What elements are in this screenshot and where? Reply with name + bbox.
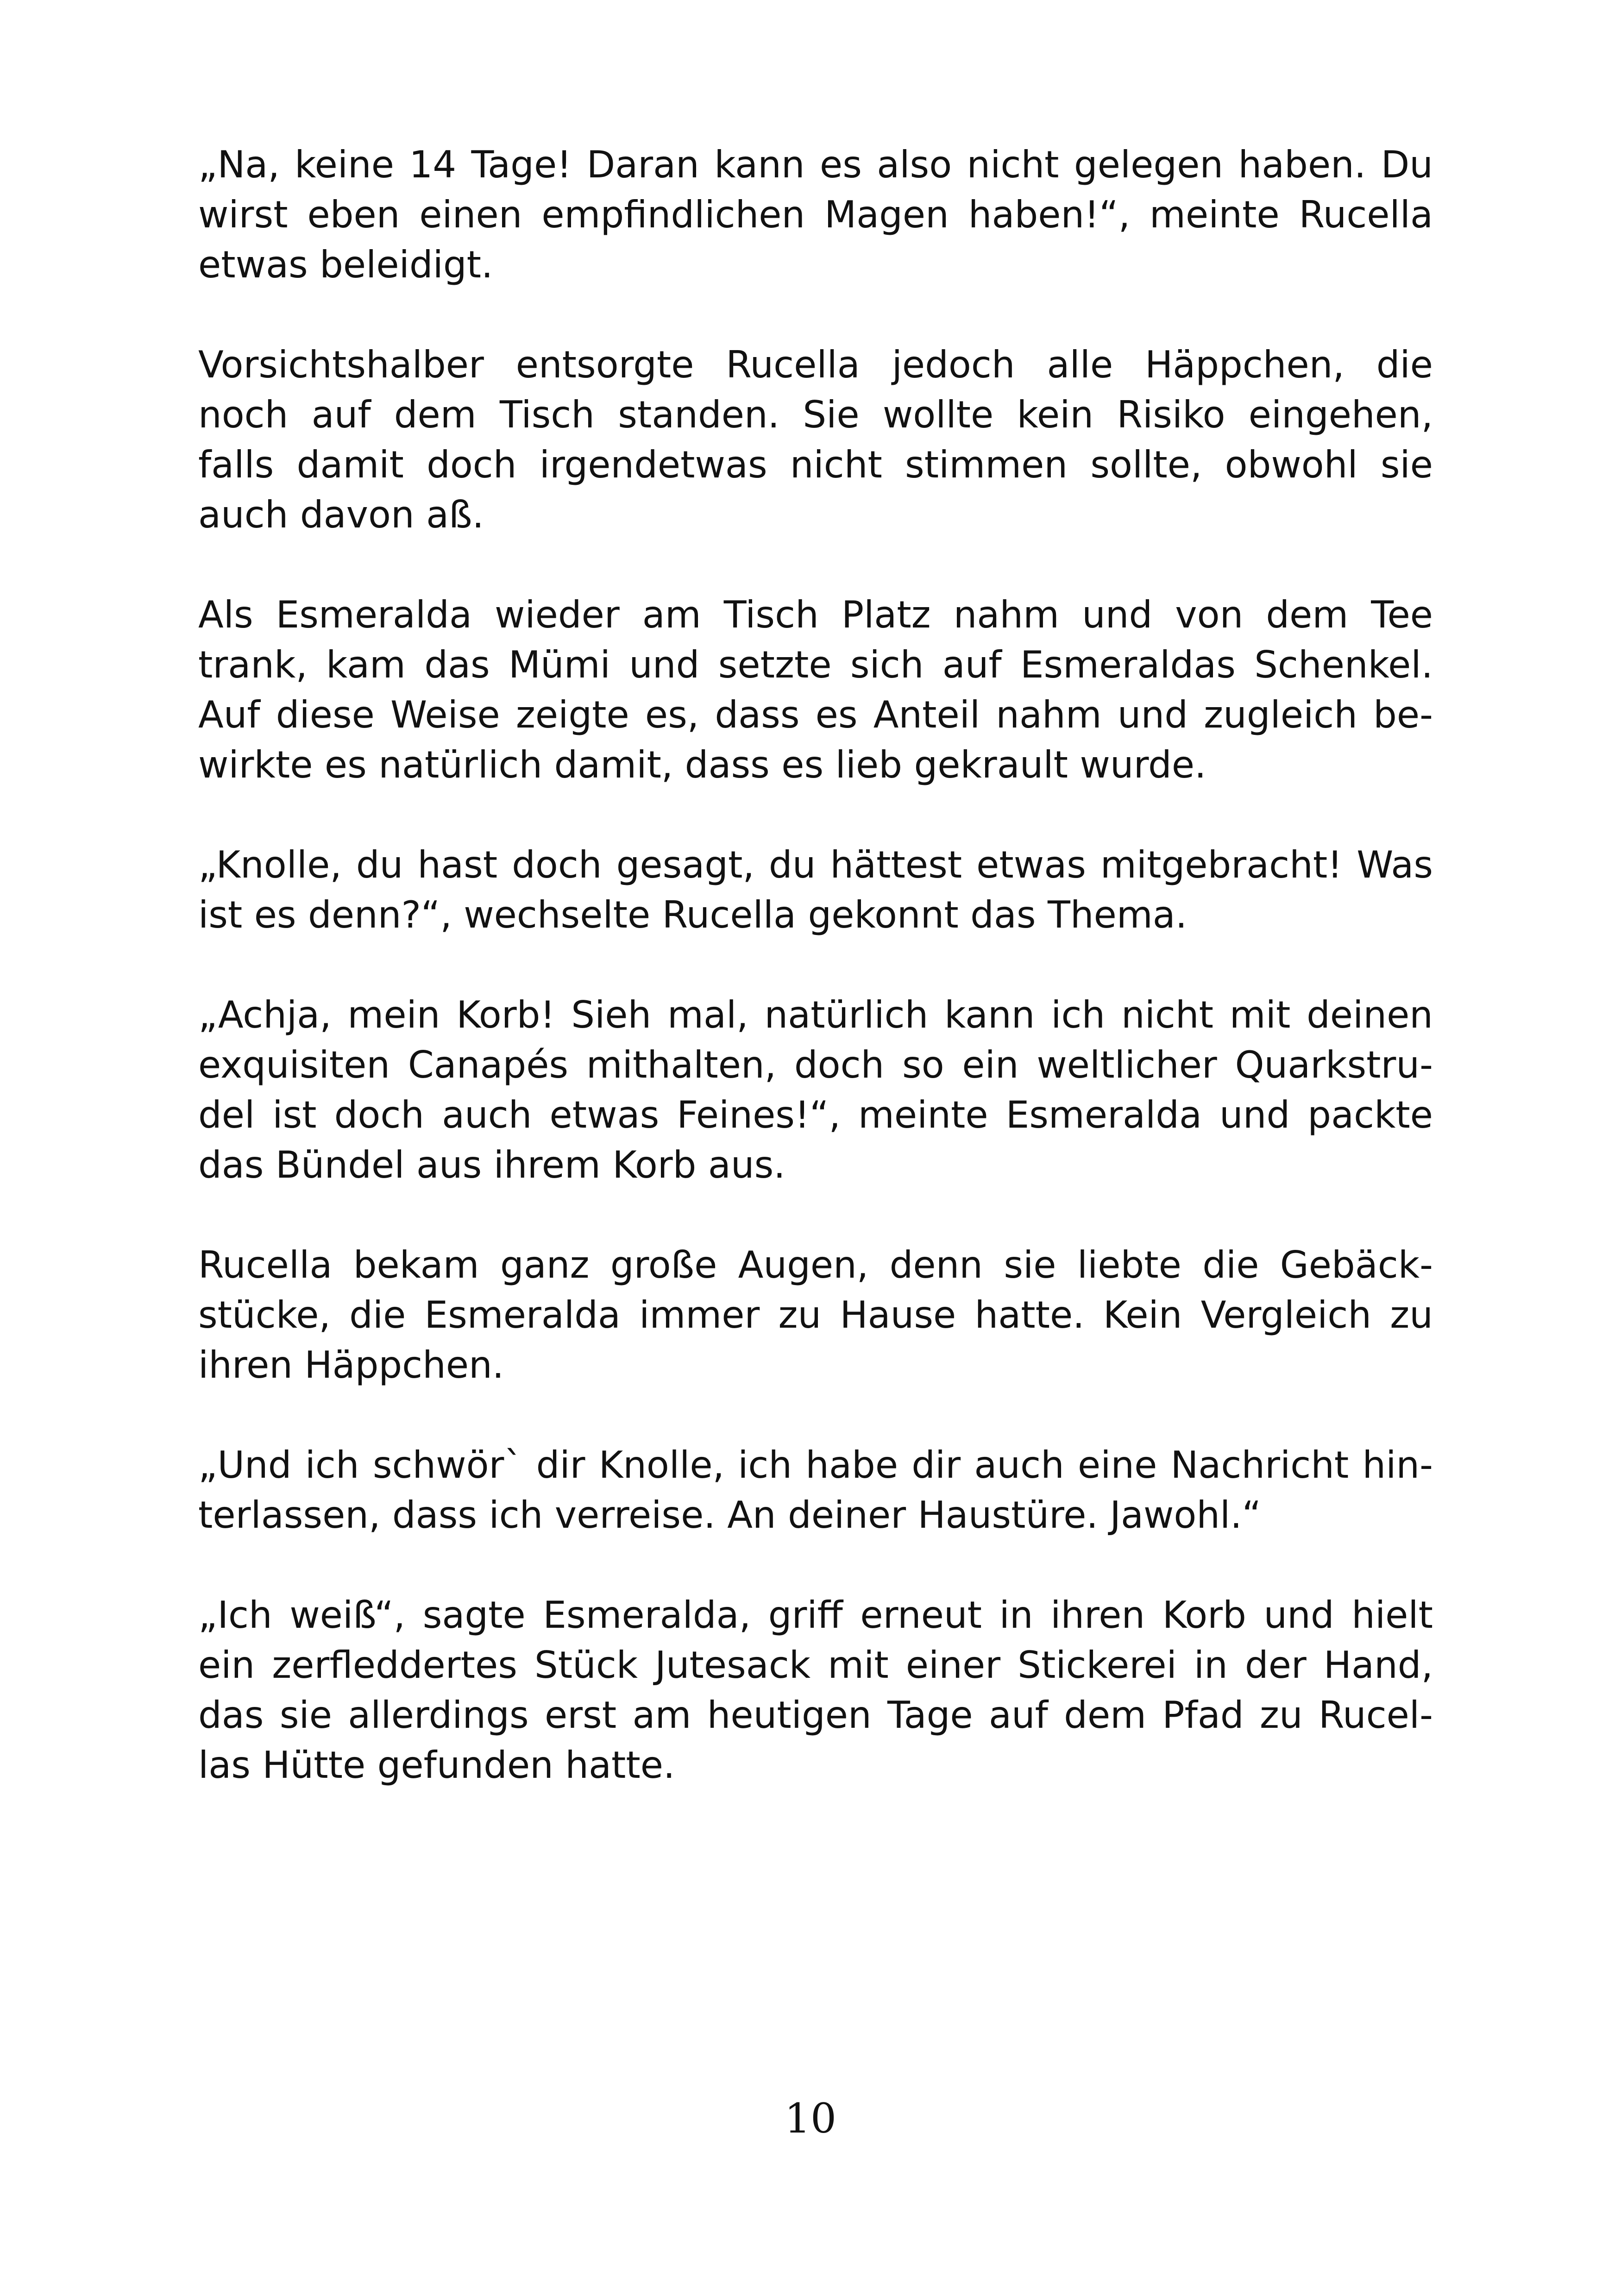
text-line: trank, kam das Mümi und setzte sich auf Esmeraldas Schenkel. <box>198 643 1433 686</box>
paragraph-2 <box>198 340 1433 540</box>
text-line: Rucella bekam ganz große Augen, denn sie liebte die Gebäck- <box>198 1243 1433 1286</box>
text-line: „Knolle, du hast doch gesagt, du hättest etwas mitgebracht! Was <box>198 843 1433 886</box>
paragraph-7 <box>198 1440 1433 1540</box>
text-line: ihren Häppchen. <box>198 1343 504 1386</box>
text-line: falls damit doch irgendetwas nicht stimmen sollte, obwohl sie <box>198 443 1433 486</box>
text-line: „Ich weiß“, sagte Esmeralda, griff erneut in ihren Korb und hielt <box>198 1593 1433 1637</box>
paragraph-4 <box>198 840 1433 940</box>
text-line: del ist doch auch etwas Feines!“, meinte Esmeralda und packte <box>198 1093 1433 1136</box>
paragraph-8 <box>198 1590 1433 1790</box>
paragraph-6 <box>198 1240 1433 1390</box>
text-line: „Und ich schwör` dir Knolle, ich habe dir auch eine Nachricht hin- <box>198 1443 1433 1487</box>
text-line: Als Esmeralda wieder am Tisch Platz nahm und von dem Tee <box>198 593 1433 636</box>
text-line: Auf diese Weise zeigte es, dass es Anteil nahm und zugleich be- <box>198 693 1433 736</box>
text-line: ein zerfleddertes Stück Jutesack mit einer Stickerei in der Hand, <box>198 1644 1433 1687</box>
text-line: etwas beleidigt. <box>198 243 493 286</box>
text-line: „Na, keine 14 Tage! Daran kann es also nicht gelegen haben. Du <box>198 143 1433 186</box>
paragraph-3 <box>198 590 1433 790</box>
text-line: das Bündel aus ihrem Korb aus. <box>198 1143 785 1186</box>
text-line: ist es denn?“, wechselte Rucella gekonnt das Thema. <box>198 893 1187 936</box>
text-line: wirst eben einen empfindlichen Magen haben!“, meinte Rucella <box>198 193 1433 236</box>
text-line: exquisiten Canapés mithalten, doch so ein weltlicher Quarkstru- <box>198 1043 1433 1086</box>
paragraph-1 <box>198 140 1433 290</box>
text-line: stücke, die Esmeralda immer zu Hause hatte. Kein Vergleich zu <box>198 1293 1433 1336</box>
paragraph-5 <box>198 990 1433 1190</box>
text-line: las Hütte gefunden hatte. <box>198 1744 675 1787</box>
text-line: Vorsichtshalber entsorgte Rucella jedoch alle Häppchen, die <box>198 343 1433 386</box>
text-line: „Achja, mein Korb! Sieh mal, natürlich kann ich nicht mit deinen <box>198 993 1433 1036</box>
body-text <box>198 140 1433 1840</box>
page-number: 10 <box>785 2095 836 2142</box>
text-line: noch auf dem Tisch standen. Sie wollte kein Risiko eingehen, <box>198 393 1433 436</box>
text-line: wirkte es natürlich damit, dass es lieb gekrault wurde. <box>198 743 1206 786</box>
text-line: das sie allerdings erst am heutigen Tage auf dem Pfad zu Rucel- <box>198 1694 1433 1737</box>
text-line: terlassen, dass ich verreise. An deiner Haustüre. Jawohl.“ <box>198 1493 1262 1537</box>
text-line: auch davon aß. <box>198 493 484 536</box>
